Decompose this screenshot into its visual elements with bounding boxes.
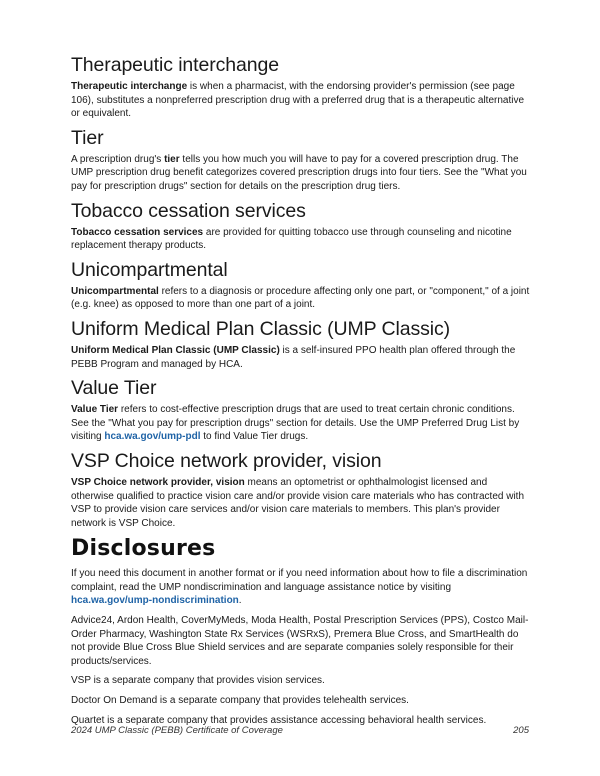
defined-term: Therapeutic interchange [71,81,188,92]
section-heading: VSP Choice network provider, vision [71,449,382,472]
definition-pre-text: A prescription drug's [71,153,165,165]
ump-pdl-link[interactable]: hca.wa.gov/ump-pdl [104,431,201,443]
disclosures-paragraph-2: Advice24, Ardon Health, CoverMyMeds, Moda Health, Postal Prescription Services (PPS), Costco Mail-Order Pharmacy, Washington State Rx Services (WSRxS), Premera Blue Cross, and SmartHealth do not provide Blue Cross Blue Shield services and are separate companies solely responsible for their products/services. [71,615,529,667]
definition-text: means an optometrist or ophthalmologist licensed and otherwise qualified to practice vision care and/or provide vision care materials who has contracted with VSP to provide vision care services and/or vision care materials to members. This plan's provider network is VSP Choice. [71,476,525,529]
footer-page-number: 205 [513,725,529,736]
disclosures-paragraph-3: VSP is a separate company that provides vision services. [71,675,325,687]
section-tobacco-cessation [71,200,531,253]
disclosure-text: If you need this document in another format or if you need information about how to file a discrimination complaint, read the UMP nondiscrimination and language assistance notice by visiting [71,568,528,593]
defined-term: Tobacco cessation services [71,226,204,238]
section-heading: Value Tier [71,377,157,400]
defined-term: Unicompartmental [71,285,159,297]
section-vsp-choice [71,450,531,530]
section-unicompartmental [71,259,531,312]
section-heading: Tobacco cessation services [71,199,306,222]
disclosures-paragraph-4: Doctor On Demand is a separate company that provides telehealth services. [71,695,409,707]
defined-term: tier [164,153,180,165]
section-body [71,226,531,253]
disclosures-paragraph-1 [71,567,531,608]
section-body [71,80,531,121]
disclosure-after-text: . [238,595,242,607]
section-heading: Tier [71,126,104,149]
definition-text: tells you how much you will have to pay for a covered prescription drug. The UMP prescription drug benefit categorizes covered prescription drugs into four tiers. See the "What you pay for prescription drugs" section for details on the prescription drug tiers. [71,153,527,192]
definition-after-text: to find Value Tier drugs. [200,431,309,443]
disclosures-heading: Disclosures [71,536,216,562]
section-body [71,285,531,312]
section-body [71,476,531,530]
definition-text: refers to a diagnosis or procedure affecting only one part, or "component," of a joint (e.g. knee) as opposed to more than one part of a joint. [71,285,530,311]
defined-term: Uniform Medical Plan Classic (UMP Classic) [71,344,280,356]
section-heading: Therapeutic interchange [71,54,280,76]
defined-term: VSP Choice network provider, vision [71,476,245,488]
footer-document-title: 2024 UMP Classic (PEBB) Certificate of Coverage [71,725,283,736]
section-heading: Uniform Medical Plan Classic (UMP Classic) [71,317,451,340]
definition-text: is when a pharmacist, with the endorsing provider's permission (see page 106), substitutes a nonpreferred prescription drug with a preferred drug that is a therapeutic alternative or equivalent. [71,81,525,120]
defined-term: Value Tier [71,404,119,416]
document-page [71,54,531,733]
section-therapeutic-interchange [71,54,531,121]
page-footer [71,725,529,736]
section-value-tier [71,377,531,444]
definition-text: are provided for quitting tobacco use through counseling and nicotine replacement therapy products. [71,226,512,252]
section-body [71,403,531,444]
section-ump-classic [71,318,531,371]
disclosures-paragraph-5: Quartet is a separate company that provides assistance accessing behavioral health services. [71,714,487,726]
ump-nondiscrimination-link[interactable]: hca.wa.gov/ump-nondiscrimination [71,595,239,607]
definition-text: is a self-insured PPO health plan offered through the PEBB Program and managed by HCA. [71,344,516,370]
section-body [71,153,531,194]
section-body [71,344,531,371]
definition-text: refers to cost-effective prescription drugs that are used to treat certain chronic conditions. See the "What you pay for prescription drugs" section for details. Use the UMP Preferred Drug List by visiting [71,404,520,443]
section-heading: Unicompartmental [71,258,228,281]
section-tier [71,127,531,194]
